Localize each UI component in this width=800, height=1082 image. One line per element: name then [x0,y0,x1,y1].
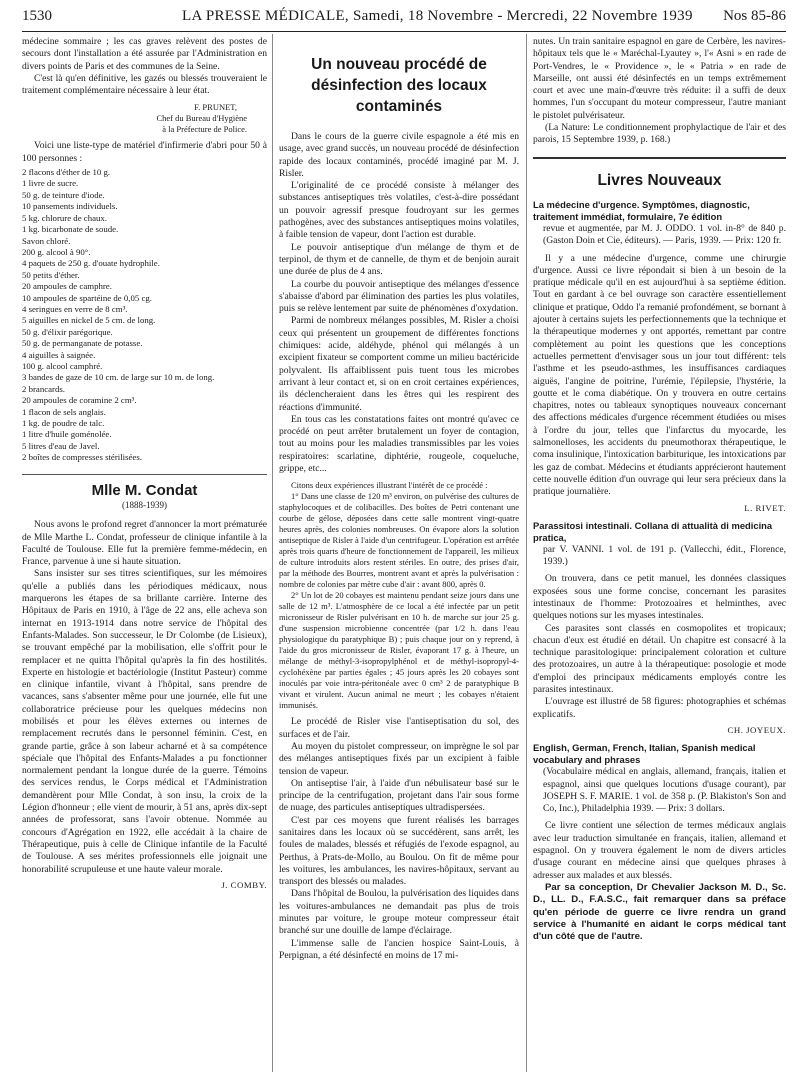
page-header [22,4,786,30]
supply-list-item: 50 g. d'élixir parégorique. [22,326,113,337]
paragraph: Parmi de nombreux mélanges possibles, M. Risler a choisi ceux qui présentent un groupement de différentes fonctions chimiques: acide, aldéhyde, phénol qui mélangés à un excipient fixateur se comportent comme un milieu bactéricide polyvalent. Ils affaiblissent puis tuent tous les microbes arrivant à leur contact et, si on en croit certaines expériences, ils déclencheraient dans les êtres qui les respirent des réactions d'immunité. [279,315,519,413]
paragraph: En tous cas les constatations faites ont montré qu'avec ce procédé on peut arrêter brutalement un foyer de contagion, tout au moins pour les maladies transmissibles par les voies respiratoires: scarlatine, diphtérie, rougeole, coqueluche, grippe, etc... [279,413,519,475]
paragraph: C'est là qu'en définitive, les gazés ou blessés trouveraient le traitement complémentaire nécessaire à leur état. [22,72,267,97]
book-review: Ce livre contient une sélection de termes médicaux anglais avec leur traduction simultanée en français, italien, allemand et espagnol. On y trouvera également le nom de divers articles d'usage courant en médecine ainsi que quelques phrases à adresser aux malades et aux blessés. [533,820,786,881]
supply-list-item: 1 kg. de poudre de talc. [22,418,105,429]
supply-list-item: 50 petits d'éther. [22,269,80,280]
supply-list-item: 1 kg. bicarbonate de soude. [22,224,119,235]
book-reference: (Vocabulaire médical en anglais, allemand, français, italien et espagnol, ainsi que quelques locutions d'usage courant), par JOSEPH S. F. MARIE. 1 vol. de 358 p. (P. Blakiston's Son and Co, Inc.), Philadelphia 1939. — Prix: 3 dollars. [543,766,786,815]
paragraph: Citons deux expériences illustrant l'intérêt de ce procédé : [291,480,488,491]
column-left [22,36,267,1072]
column-divider [272,34,273,1072]
review-signature: CH. JOYEUX. [727,724,786,735]
paragraph: Dans le cours de la guerre civile espagnole a été mis en usage, avec grand succès, un nouveau procédé de désinfection rapide des locaux contaminés, procédé imaginé par M. J. Risler. [279,131,519,179]
paragraph: Le pouvoir antiseptique d'un mélange de thym et de terpinol, de thym et de cannelle, de thym et de benjoin aurait une durée de plus de 4 ans. [279,241,519,278]
obituary-dates: (1888-1939) [122,499,167,510]
supply-list-item: 20 ampoules de camphre. [22,281,112,292]
issue-number: Nos 85-86 [723,8,786,24]
page-number: 1530 [22,8,52,24]
supply-list-item: 5 kg. chlorure de chaux. [22,212,108,223]
citation: (La Nature: Le conditionnement prophylactique de l'air et des parois, 15 Septembre 1939, p. 168.) [533,122,786,146]
list-intro: Voici une liste-type de matériel d'infirmerie d'abri pour 50 à 100 personnes : [22,140,267,164]
supply-list-item: 50 g. de permanganate de potasse. [22,338,143,349]
signature-role: à la Préfecture de Police. [162,124,247,135]
supply-list-item: 200 g. alcool à 90°. [22,246,91,257]
article-title: Un nouveau procédé de désinfection des locaux contaminés [311,56,487,115]
book-review: L'ouvrage est illustré de 58 figures: photographies et schémas explicatifs. [533,696,786,720]
book-review: On trouvera, dans ce petit manuel, les données classiques exposées sous une forme concise, concernant les parasites intestinaux de l'homme: Protozoaires et helminthes, avec quelques notions sur les myases intestinales. [533,573,786,622]
supply-list-item: 4 seringues en verre de 8 cm³. [22,303,128,314]
paragraph: Dans l'hôpital de Boulou, la pulvérisation des liquides dans les voitures-ambulances ne demandait pas plus de trois minutes par voiture, le groupe moteur compresseur était branché sur une douille de lampe d'éclairage. [279,888,519,937]
supply-list-item: 2 boîtes de compresses stérilisées. [22,452,142,463]
paragraph: L'originalité de ce procédé consiste à mélanger des substances antiseptiques très volatiles, c'est-à-dire possédant un pouvoir agressif presque foudroyant sur les germes pathogènes, avec des substances antiseptiques moins volatiles, à faible tension de vapeur, dont l'action est durable. [279,180,519,241]
paragraph: La courbe du pouvoir antiseptique des mélanges d'essence s'abaisse d'abord par élimination des parties les plus volatiles, puis se relève lentement par suite de phénomènes d'oxydation. [279,278,519,315]
book-reference: revue et augmentée, par M. J. ODDO. 1 vol. in-8° de 840 p. (Gaston Doin et Cie, éditeurs). — Paris, 1939. — Prix: 120 fr. [543,222,786,247]
paragraph: nutes. Un train sanitaire espagnol en gare de Cerbère, les navires-hôpitaux tels que le « Maréchal-Lyautey », l'« Asni » en rade de Port-Vendres, le « Providence », le « Patria » en rade de Marseille, ont aussi été désinfectés en un temps extrêmement court et avec une main-d'œuvre très réduite: il a suffi de deux hommes, l'un s'occupant du moteur compresseur, l'autre maniant le pistolet pulvérisateur. [533,36,786,121]
supply-list [22,167,267,464]
supply-list-item: 50 g. de teinture d'iode. [22,189,105,200]
paragraph: 2° Un lot de 20 cobayes est maintenu pendant seize jours dans une salle de 12 m³. L'atmosphère de ce local a été infectée par un petit micronisseur de Risler pulvérisant en 10 h. de marche sur jour 25 g. d'une suspension microbienne concentrée (par 1/2 h. dans l'eau physiologique du paratyphique B) ; puis chaque jour on y reprend, à l'aide du gros micronisseur de Risler, évaporant 17 g. à l'heure, un mélange de méthyl-3-isopropylphénol et de méthyl-isopropyl-4-cyclohéxène par parties égales ; 45 jours après les 20 cobayes sont inoculés par voie intra-péritonéale avec 0 cm³ 2 de paratyphique B vivant et virulent. Aucun animal ne meurt ; les cobayes n'étaient immunisés. [279,590,519,711]
obituary-title: Mlle M. Condat [91,481,198,499]
section-title: Livres Nouveaux [597,171,722,189]
book-title: La médecine d'urgence. Symptômes, diagnostic, traitement immédiat, formulaire, 7e édition [533,198,750,222]
paragraph: 1° Dans une classe de 120 m³ environ, on pulvérise des cultures de staphylocoques et de colibacilles. Des boîtes de Petri contenant une courbe de gélose, déposées dans cette salle montrent vingt-quatre heures après, des colonies nombreuses. On évapore alors la solution antiseptique de Risler à l'aide d'un centrifugeur. L'opération est arrêtée après trois quarts d'heure de fonctionnement de l'appareil, les milieux de culture introduits alors restent stériles. En outre, des prises d'air, par la méthode des Bourres, montrent avant et après la pulvérisation : nombre de colonies par mètre cube d'air : avant 800, après 0. [279,491,519,590]
book-title: English, German, French, Italian, Spanish medical vocabulary and phrases [533,742,756,766]
signature-name: F. PRUNET, [194,102,237,113]
obituary-signature: J. COMBY. [221,879,267,890]
supply-list-item: 1 litre d'huile goménolée. [22,429,112,440]
column-right [533,36,786,1072]
supply-list-item: 4 aiguilles à saignée. [22,349,96,360]
paragraph: Le procédé de Risler vise l'antiseptisation du sol, des surfaces et de l'air. [279,716,519,740]
supply-list-item: 1 livre de sucre. [22,178,79,189]
supply-list-item: 2 flacons d'éther de 10 g. [22,167,111,178]
paragraph: Sans insister sur ses titres scientifiques, sur les mémoires qu'elle a publiés dans les périodiques médicaux, nous marquerons les étapes de sa brillante carrière. Interne des Hôpitaux de Paris en 1910, à l'âge de 22 ans, elle acheva son internat en 1913-1914 dans notre service de l'hôpital des Enfants-Malades. Son successeur, le Dr Colombe (de Lisieux), se trouvant empêché par la mobilisation, elle s'offrit pour le remplacer et ne quitta l'hôpital qu'après la fin des hostilités. Experte en histologie et bactériologie (Institut Pasteur) comme en clinique infantile, vivant à l'hôpital, sans prendre de vacances, sans s'absenter même pour une journée, elle fut une collaboratrice précieuse pour les quelques médecins non mobilisés et pour les élèves externes ou internes de remplacement recrutés dans le personnel féminin. C'est, en grande partie, grâce à son labeur acharné et à sa compétence spéciale que l'hôpital des Enfants-Malades a pu fonctionner normalement pendant la longue durée de la guerre. Témoins des services rendus, le Corps médical et l'Administration demandèrent pour Mlle Condat, à son insu, la croix de la Légion d'honneur ; elle vient de mourir, à 51 ans, après dix-sept années de professorat, sans l'avoir obtenue. Nommée au concours d'Agrégation en 1922, elle accédait à la chaire de Thérapeutique, puis à celle de Clinique infantile de la Faculté de Toulouse. A ses mérites professionnels elle joignait une honorabilité scrupuleuse et une haute valeur morale. [22,568,267,875]
supply-list-item: 3 bandes de gaze de 10 cm. de large sur 10 m. de long. [22,372,215,383]
section-divider [533,157,786,159]
supply-list-item: 10 pansements individuels. [22,201,118,212]
section-divider [22,474,267,475]
supply-list-item: 1 flacon de sels anglais. [22,406,106,417]
book-review: Il y a une médecine d'urgence, comme une chirurgie d'urgence. Aussi ce livre répondait si bien à un besoin de la pratique médicale qu'il en est aujourd'hui à sa septième édition. Tout en gardant à ce bel ouvrage son caractère essentiellement clinique et pratique, Oddo l'a remanié profondément, se bornant à ajouter à certains sujets les perfectionnements que la technique et la thérapeutique modernes y ont apportés, remettant par contre complètement au point les questions que les conceptions actuelles permettent d'envisager sous un jour tout différent: tels l'asthme et les pseudo-asthmes, les insuffisances cardiaques aiguës, l'angine de poitrine, l'urémie, l'épilepsie, l'hystérie, la goutte et le coma diabétique. On y trouvera en outre certains chapitres, notes ou tableaux synoptiques nouveaux concernant des affections médicales d'urgence récemment étudiées ou mises à l'ordre du jour, telles que l'infarctus du myocarde, les salmonelloses, les accidents du pneumothorax thérapeutique, le coma insulinique, l'intoxication barbiturique, les intoxications par les gaz de combat. Médecins et étudiants apprécieront hautement cette nouvelle édition d'un ouvrage qui leur sera précieux dans la pratique journalière. [533,252,786,498]
book-reference: par V. VANNI. 1 vol. de 191 p. (Vallecchi, édit., Florence, 1939.) [543,543,786,568]
journal-title: LA PRESSE MÉDICALE, Samedi, 18 Novembre - Mercredi, 22 Novembre 1939 [182,8,693,24]
supply-list-item: 5 litres d'eau de Javel. [22,440,100,451]
paragraph: C'est par ces moyens que furent réalisés les barrages sanitaires dans les locaux où se succédèrent, sans arrêt, les foules de malades, blessés et réfugiés de l'exode espagnol, au Perthus, à Prats-de-Mollo, au Boulou. On fit de même pour les voitures, les ambulances, les navires-hôpitaux, servant au transport des blessés ou malades. [279,814,519,888]
supply-list-item: 20 ampoules de coramine 2 cm³. [22,395,137,406]
column-divider [526,34,527,1072]
book-title: Parassitosi intestinali. Collana di attualità di medicina pratica, [533,519,773,543]
header-rule [22,31,786,32]
review-signature: L. RIVET. [744,502,786,513]
paragraph: médecine sommaire ; les cas graves relèvent des postes de secours dont l'installation a été assurée par l'Administration en divers points de Paris et des communes de la Seine. [22,36,267,72]
book-review: Ces parasites sont classés en cosmopolites et tropicaux; chacun d'eux est étudié en détail. Un chapitre est consacré à la technique parasitologique: principalement coloration et culture des protozoaires, un autre à la thérapeutique: posologie et mode d'emploi des principaux médicaments employés contre les parasites intestinaux. [533,622,786,696]
supply-list-item: 4 paquets de 250 g. d'ouate hydrophile. [22,258,160,269]
supply-list-item: 10 ampoules de spartéine de 0,05 cg. [22,292,152,303]
paragraph: Nous avons le profond regret d'annoncer la mort prématurée de Mlle Marthe L. Condat, professeur de clinique infantile à la Faculté de Toulouse. Elle fut la première femme-médecin, en France, parvenue à une si haute situation. [22,519,267,568]
book-review: Par sa conception, Dr Chevalier Jackson M. D., Sc. D., LL. D., F.A.S.C., fait remarquer dans sa préface qu'en période de guerre ce livre rendra un grand service à l'humanité en aidant le corps médical tant d'un côté que de l'autre. [533,881,786,943]
paragraph: L'immense salle de l'ancien hospice Saint-Louis, à Perpignan, a été désinfecté en moins de 17 mi- [279,937,519,961]
supply-list-item: Savon chloré. [22,235,71,246]
column-middle [279,36,519,1072]
paragraph: On antiseptise l'air, à l'aide d'un nébulisateur basé sur le principe de la centrifugation, projetant dans l'air sous forme de nuage, des particules antiseptiques ultradispersées. [279,777,519,814]
supply-list-item: 2 brancards. [22,383,65,394]
supply-list-item: 5 aiguilles en nickel de 5 cm. de long. [22,315,156,326]
paragraph: Au moyen du pistolet compresseur, on imprègne le sol par des mélanges antiseptiques fixés par un excipient à faible tension de vapeur. [279,740,519,777]
signature-role: Chef du Bureau d'Hygiène [156,113,247,124]
supply-list-item: 100 g. alcool camphré. [22,360,103,371]
